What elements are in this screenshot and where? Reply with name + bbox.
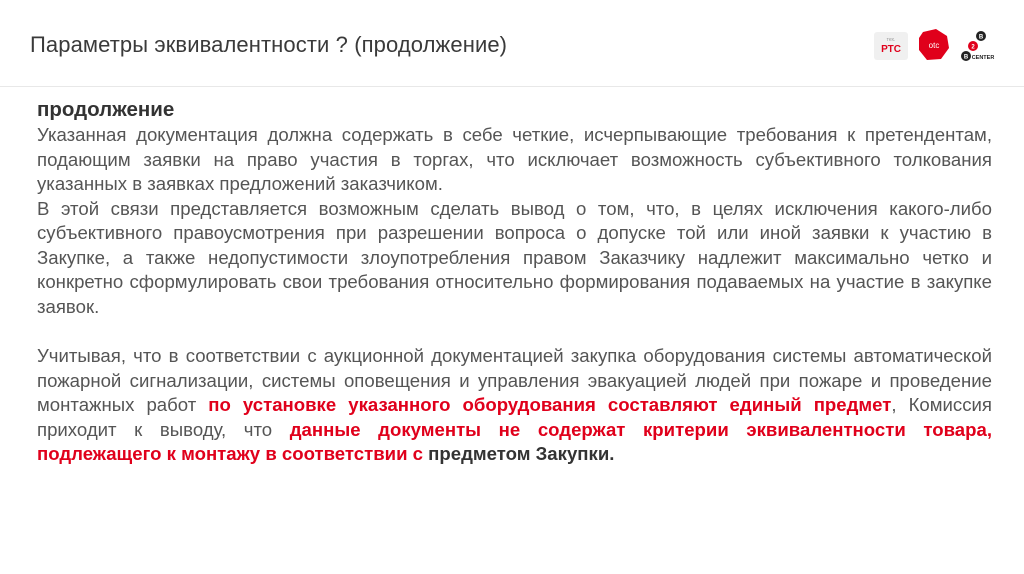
otc-logo bbox=[919, 29, 949, 60]
b2b-logo-b-top: B bbox=[978, 34, 984, 41]
b2b-logo-center: CENTER bbox=[971, 55, 995, 61]
b2b-logo-b-left: B bbox=[963, 54, 969, 61]
document-body bbox=[37, 97, 992, 467]
otc-logo-text: otc bbox=[928, 41, 940, 50]
subheading: продолжение bbox=[37, 98, 175, 121]
b2b-logo-2: 2 bbox=[971, 44, 975, 51]
paragraph-3-text-2: , Комиссия приходит к выводу, что bbox=[37, 394, 992, 440]
rts-logo-text: РТС bbox=[881, 44, 901, 55]
paragraph-3-bold-end: предметом Закупки. bbox=[423, 443, 615, 464]
paragraph-3-text-1: Учитывая, что в соответствии с аукционной документацией закупка оборудования системы автоматической пожарной сигнализации, системы оповещения и управления эвакуацией людей при пожаре и проведение монтажных работ bbox=[37, 345, 992, 415]
paragraph-1: Указанная документация должна содержать в себе четкие, исчерпывающие требования к претендентам, подающим заявки на право участия в торгах, что исключает возможность субъективного толкования указанных в заявках предложений заказчиком. bbox=[37, 124, 992, 194]
rts-logo bbox=[874, 32, 908, 60]
paragraph-spacer bbox=[37, 319, 992, 344]
b2b-center-logo bbox=[961, 31, 994, 61]
highlight-single-subject: по установке указанного оборудования составляют единый предмет bbox=[208, 394, 892, 415]
paragraph-2: В этой связи представляется возможным сделать вывод о том, что, в целях исключения какого-либо субъективного правоусмотрения при разрешении вопроса о допуске той или иной заявки к участию в Закупке, а также недопустимости злоупотребления правом Заказчику надлежит максимально четко и конкретно сформулировать свои требования относительно формирования подаваемых на участие в закупке заявок. bbox=[37, 197, 992, 317]
paragraph-3 bbox=[37, 344, 992, 467]
partner-logos bbox=[870, 26, 1010, 76]
page-title: Параметры эквивалентности ? (продолжение) bbox=[30, 32, 508, 57]
rts-logo-small: тех. bbox=[886, 37, 896, 43]
highlight-no-criteria: данные документы не содержат критерии эквивалентности товара, подлежащего к монтажу в соответствии с bbox=[37, 418, 992, 464]
header-divider bbox=[0, 86, 1024, 87]
